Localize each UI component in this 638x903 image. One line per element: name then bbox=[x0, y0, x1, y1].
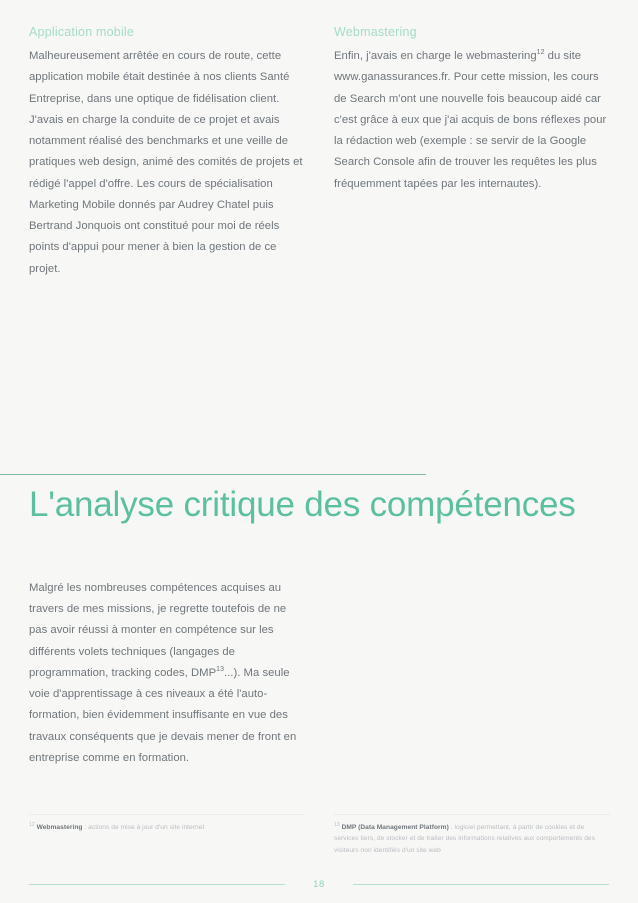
footnote-ref-12: 12 bbox=[536, 49, 545, 57]
footnote-ref-13: 13 bbox=[216, 666, 224, 674]
page-title: L'analyse critique des compétences bbox=[29, 485, 576, 524]
column-application-mobile bbox=[29, 24, 305, 280]
footer-rule-left bbox=[29, 884, 285, 885]
column-webmastering bbox=[334, 24, 610, 280]
section-divider-rule bbox=[0, 474, 426, 475]
page-number: 18 bbox=[313, 878, 325, 890]
paragraph-webmastering bbox=[334, 46, 610, 195]
footnote-13 bbox=[334, 822, 610, 856]
footnote-term-dmp: DMP (Data Management Platform) bbox=[341, 824, 449, 831]
paragraph-analysis-part1: Malgré les nombreuses compétences acquises au travers de mes missions, je regrette toutefois de ne pas avoir réussi à monter en compétence sur les différents volets techniques (langages de programmation, tracking codes, DMP bbox=[29, 582, 287, 679]
section-heading-webmastering: Webmastering bbox=[334, 25, 417, 39]
analysis-paragraph-block bbox=[29, 578, 307, 769]
paragraph-webmastering-part1: Enfin, j'avais en charge le webmastering bbox=[334, 50, 537, 63]
paragraph-webmastering-part2: du site www.ganassurances.fr. Pour cette mission, les cours de Search m'ont une nouvelle fois beaucoup aidé car c'est grâce à eux que j'ai acquis de bons réflexes pour la rédaction web (exemple : se servir de la Google Search Console afin de trouver les requêtes les plus fréquemment tapées par les internautes). bbox=[334, 50, 607, 190]
footnote-left bbox=[29, 814, 305, 856]
paragraph-application-mobile: Malheureusement arrêtée en cours de route, cette application mobile était destinée à nos clients Santé Entreprise, dans une optique de fidélisation client. J'avais en charge la conduite de ce projet et avais notamment réalisé des benchmarks et une veille de pratiques web design, animé des comités de projets et rédigé l'appel d'offre. Les cours de spécialisation Marketing Mobile donnés par Audrey Chatel puis Bertrand Jonquois ont constitué pour moi de réels points d'appui pour mener à bien la gestion de ce projet. bbox=[29, 50, 303, 275]
footnote-definition-dmp: : logiciel permettant, à partir de cookies et de services tiers, de stocker et de traiter des informations relatives aux comportements des visiteurs non identifiés d'un site web bbox=[334, 824, 595, 854]
footnotes-region bbox=[0, 814, 638, 856]
footnote-term-webmastering: Webmastering bbox=[36, 824, 83, 831]
footnote-12 bbox=[29, 822, 305, 833]
paragraph-analysis-part2: ...). Ma seule voie d'apprentissage à ces niveaux a été l'auto-formation, bien évidemment insuffisante en vue des travaux conséquents que je devais mener de front en entreprise comme en formation. bbox=[29, 666, 297, 764]
footnote-right bbox=[334, 814, 610, 856]
top-two-column-section bbox=[0, 24, 638, 280]
footer-rule-right bbox=[353, 884, 609, 885]
paragraph-analysis bbox=[29, 578, 307, 769]
section-heading-application-mobile: Application mobile bbox=[29, 25, 135, 39]
footnote-definition-webmastering: : actions de mise à jour d'un site internet bbox=[82, 824, 205, 831]
footnote-marker-13: 13 bbox=[334, 821, 340, 828]
footnote-marker-12: 12 bbox=[29, 821, 35, 828]
page-footer bbox=[0, 880, 638, 890]
